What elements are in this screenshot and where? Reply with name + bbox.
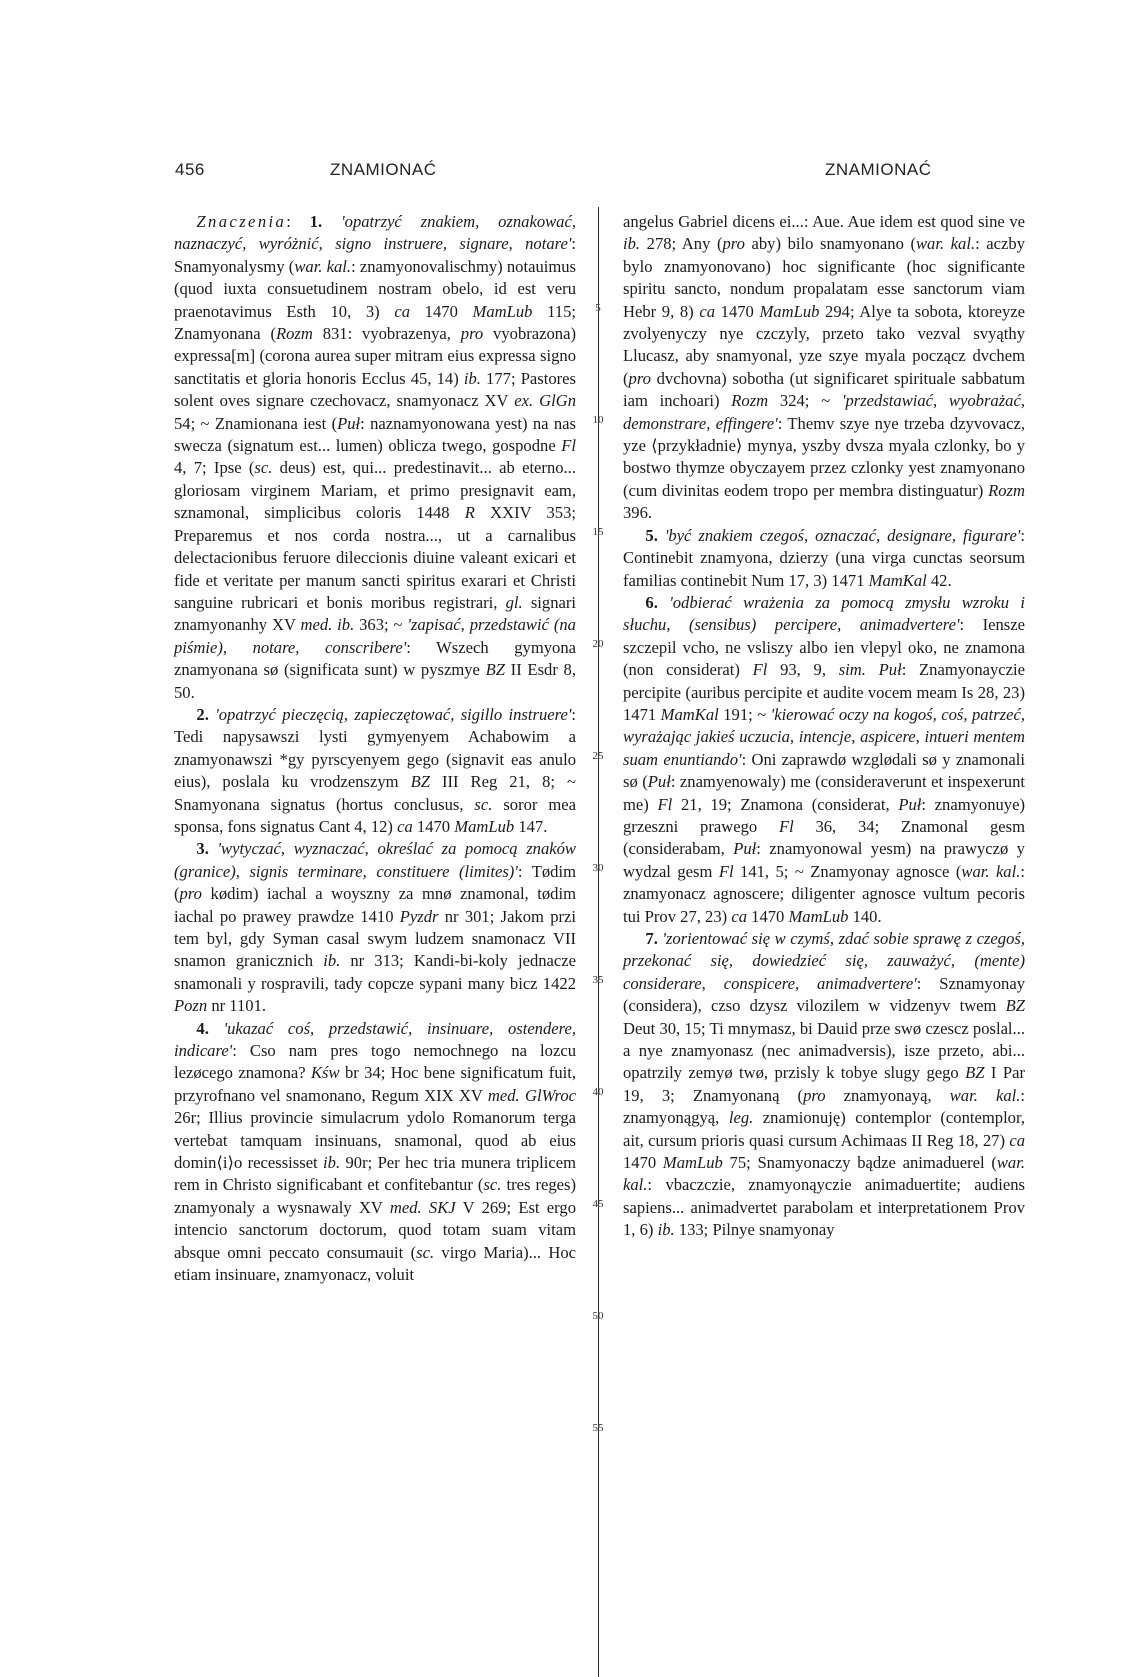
italic-span: Fl [778,816,794,836]
italic-span: 'opatrzyć znakiem, oznakować, naznaczyć, wyróżnić, signo instruere, signare, notare' [174,212,576,254]
italic-span: 'przedstawiać, wyobrażać, demonstrare, effingere' [623,391,1025,433]
italic-span: BZ [485,660,505,680]
line-number: 15 [592,526,604,538]
italic-span: Kśw [310,1063,340,1083]
italic-span: 'opatrzyć pieczęcią, zapieczętować, sigillo instruere' [215,704,572,724]
left-column [174,211,576,1287]
italic-span: 'zorientować się w czymś, zdać sobie sprawę z czegoś, przekonać się, dowiedzieć się, zauważyć, (mente) considerare, conspicere, animadvertere' [623,929,1025,993]
italic-span: sc. [254,458,273,478]
italic-span: ca [1009,1130,1025,1150]
italic-span: 'kierować oczy na kogoś, coś, patrzeć, wyrażając jakieś uczucia, intencje, aspicere, intueri mentem suam enuntiando' [623,704,1025,769]
line-number: 5 [595,302,601,314]
italic-span: ca [731,906,747,926]
italic-span: pro [803,1085,826,1105]
right-column [623,211,1025,1242]
italic-span: war. kal. [623,1153,1025,1195]
page-number: 456 [175,160,205,179]
italic-span: ib. [337,615,355,635]
sense-number: 3. [196,839,209,859]
sense-1: Znaczenia: 1. 'opatrzyć znakiem, oznakować, naznaczyć, wyróżnić, signo instruere, signare, notare': Snamyonalysmy (war. kal.: znamyonovalischmy) notauimus (quod iuxta consuetudinem nostram obelo, id est veru praenotavimus Esth 10, 3) ca 1470 MamLub 115; Znamyonana (Rozm 831: vyobrazenya, pro vyobrazona) expressa[m] (corona aurea super mitram eius expressa signo sanctitatis et gloria honoris Ecclus 45, 14) ib. 177; Pastores solent oves signare czechovacz, snamyonacz XV ex. GlGn 54; ~ Znamionana iest (Puł: naznamyonowana yest) na nas swecza (signatum est... lumen) oblicza twego, gospodne Fl 4, 7; Ipse (sc. deus) est, qui... predestinavit... ab eterno... gloriosam virginem Mariam, et primo presignavit eam, sznamonal, simplicibus coloris 1448 R XXIV 353; Preparemus et nos corda nostra..., ut a carnalibus delectacionibus feruore dileccionis diuine valeant exicari et fide et veritate per manum sancti spiritus exarari et Christi sanguine rubricari et bonis moribus registrari, gl. signari znamyonanhy XV med. ib. 363; ~ 'zapisać, przedstawić (na piśmie), notare, conscribere': Wszech gymyona znamyonana sø (significata sunt) w pyszmye BZ II Esdr 8, 50. [174,212,577,702]
line-number: 50 [592,1310,604,1322]
italic-span: SKJ [428,1197,456,1217]
italic-span: MamLub [472,301,533,321]
italic-span: ca [699,301,716,321]
section-label: Znaczenia [196,212,287,231]
italic-span: ca [394,301,411,321]
italic-span: med. [300,615,333,635]
italic-span: 'wytyczać, wyznaczać, określać za pomocą znaków (granice), signis terminare, constituere (limites)' [174,839,576,881]
italic-span: ex. [514,391,534,411]
sense-4: 4. 'ukazać coś, przedstawić, insinuare, ostendere, indicare': Cso nam pres togo nemochnego na lozcu lezøcego znamona? Kśw br 34; Hoc bene significatum fuit, przyrofnano vel snamonano, Regum XIX XV med. GlWroc 26r; Illius provincie simulacrum ydolo Romanorum terga vertebat tamquam insinuans, snamonal, quod ab eius domin⟨i⟩o recessisset ib. 90r; Per hec tria munera triplicem rem in Christo significabant et confitebantur (sc. tres reges) znamyonaly a wysnawaly XV med. SKJ V 269; Est ergo intencio sanctorum doctorum, quod totam suam vitam absque omni peccato consumauit (sc. virgo Maria)... Hoc etiam insinuare, znamyonacz, voluit [174,1018,576,1285]
italic-span: ca [397,816,413,836]
italic-span: Rozm [731,391,769,411]
italic-span: Puł [733,839,757,859]
sense-5: 5. 'być znakiem czegoś, oznaczać, designare, figurare': Continebit znamyona, dzierzy (una virga cunctas seorsum familias continebit Num 17, 3) 1471 MamKal 42. [623,525,1025,590]
sense-2: 2. 'opatrzyć pieczęcią, zapieczętować, sigillo instruere': Tedi napysawszi lysti gymyenyem Achabowim a znamyonawszi *gy pyrscyenyem gego (signavit eas anulo eius), poslala ku vrodzenszym BZ III Reg 21, 8; ~ Snamyonana signatus (hortus conclusus, sc. soror mea sponsa, fons signatus Cant 4, 12) ca 1470 MamLub 147. [174,704,576,836]
italic-span: Fl [718,861,734,881]
italic-span: R [464,503,475,523]
line-number: 35 [592,974,604,986]
italic-span: MamKal [868,570,927,590]
italic-span: med. [487,1085,520,1105]
italic-span: MamLub [454,816,515,836]
italic-span: GlWroc [524,1085,576,1105]
running-head-right: ZNAMIONAĆ [825,160,932,179]
sense-number: 2. [196,704,209,724]
italic-span: pro [722,234,745,254]
italic-span: ib. [623,234,641,254]
running-head-left: ZNAMIONAĆ [330,160,437,179]
sense-7: 7. 'zorientować się w czymś, zdać sobie sprawę z czegoś, przekonać się, dowiedzieć się, zauważyć, (mente) considerare, conspicere, animadvertere': Sznamyonay (considera), czso dzysz vilozilem w vidzenyv twem BZ Deut 30, 15; Ti mnymasz, bi Dauid prze swø czescz poslal... a nye znamyonasz (nec animadversis), isze przeto, abi... opatrzily zemyø twø, przisly k tobye slugy gego BZ I Par 19, 3; Znamyonaną (pro znamyonayą, war. kal.: znamyonągyą, leg. znamionuję) contemplor (contemplor, ait, cursum prioris quasi cursum Achimaas II Reg 18, 27) ca 1470 MamLub 75; Snamyonaczy bądze animaduerel (war. kal.: vbaczczie, znamyonąyczie animaduertite; audiens sapiens... animadvertet parabolam et interpretationem Prov 1, 6) ib. 133; Pilnye snamyonay [623,929,1026,1240]
italic-span: war. kal. [949,1085,1021,1105]
line-number: 40 [592,1086,604,1098]
italic-span: Fl [752,660,768,680]
italic-span: pro [179,884,202,904]
italic-span: BZ [410,772,430,792]
italic-span: MamLub [759,301,820,321]
line-number: 55 [592,1422,604,1434]
italic-span: 'zapisać, przedstawić (na piśmie), notare, conscribere' [174,615,576,657]
italic-span: GlGn [539,391,576,411]
italic-span: pro [628,368,651,388]
italic-span: Fl [657,794,673,814]
italic-span: war. kal. [961,861,1021,881]
italic-span: Pyzdr [399,906,439,926]
line-number: 45 [592,1198,604,1210]
italic-span: war. kal. [915,234,976,254]
italic-span: ib. [657,1220,675,1240]
italic-span: 'być znakiem czegoś, oznaczać, designare, figurare' [664,525,1021,545]
sense-3: 3. 'wytyczać, wyznaczać, określać za pomocą znaków (granice), signis terminare, constituere (limites)': Tødim (pro kødim) iachal a woyszny za mnø znamonal, tødim iachal po prawey prawdze 1410 Pyzdr nr 301; Jakom przi tem byl, gdy Syman casal swym ludzem snamonacz VII snamon granicznich ib. nr 313; Kandi-bi-koly jednacze snamonali y rospravili, tady copcze sypani many bicz 1422 Pozn nr 1101. [174,839,576,1016]
italic-span: sim. Puł [838,660,902,680]
italic-span: MamLub [788,906,849,926]
italic-span: MamKal [660,704,719,724]
line-number: 20 [592,638,604,650]
sense-6: 6. 'odbierać wrażenia za pomocą zmysłu wzroku i słuchu, (sensibus) percipere, animadvertere': Iensze szczepil vcho, ne vsliszy albo ien vlepyl oko, ne znamona (non considerat) Fl 93, 9, sim. Puł: Znamyonayczie percipite (auribus percipite et audite vocem meam Is 28, 23) 1471 MamKal 191; ~ 'kierować oczy na kogoś, coś, patrzeć, wyrażając jakieś uczucia, intencje, aspicere, intueri mentem suam enuntiando': Oni zaprawdø wzglødali sø y znamonali sø (Puł: znamyenowaly) me (consideraverunt et inspexerunt me) Fl 21, 19; Znamona (considerat, Puł: znamyonuye) grzeszni prawego Fl 36, 34; Znamonal gesm (considerabam, Puł: znamyonowal yesm) na prawyczø y wydzal gesm Fl 141, 5; ~ Znamyonay agnosce (war. kal.: znamyonacz agnoscere; diligenter agnosce vultum pecoris tui Prov 27, 23) ca 1470 MamLub 140. [623,592,1026,926]
italic-span: sc. [483,1175,502,1195]
sense-number: 5. [645,525,658,545]
line-number: 30 [592,862,604,874]
italic-span: gl. [505,592,523,612]
sense-number: 6. [645,592,658,612]
column-divider [598,207,599,1677]
italic-span: ib. [323,951,341,971]
sense-number: 4. [196,1018,209,1038]
italic-span: war. kal. [294,256,352,276]
italic-span: 'ukazać coś, przedstawić, insinuare, ostendere, indicare' [174,1018,576,1061]
italic-span: Puł [898,794,922,814]
italic-span: ib. [323,1153,341,1173]
line-number: 25 [592,750,604,762]
italic-span: BZ [965,1063,985,1083]
italic-span: Rozm [275,324,313,344]
italic-span: Rozm [988,480,1025,500]
italic-span: pro [460,324,484,344]
sense-number: 1. [309,212,323,231]
sense-4-continued: angelus Gabriel dicens ei...: Aue. Aue idem est quod sine ve ib. 278; Any (pro aby) bilo snamyonano (war. kal.: aczby bylo znamyonovano) hoc significante (hoc significante spiritu sancto, nondum propalatam esse sanctorum viam Hebr 9, 8) ca 1470 MamLub 294; Alye ta sobota, ktoreyze zvolyenyczy nye czczyly, przeto tako vezval svyąthy Llucasz, aby snamyonal, yze szye myala począcz dvchem (pro dvchovna) sobotha (ut significaret spirituale sabbatum iam inchoari) Rozm 324; ~ 'przedstawiać, wyobrażać, demonstrare, effingere': Themv szye nye trzeba dzyvovacz, yze ⟨przykładnie⟩ mynya, yszby dvsza myala czlonky, bo y bostwo thymze obyczayem przez czlonky yest znamyonano (cum divinitas eodem tropo per membra distinguatur) Rozm 396. [623,212,1026,523]
line-number: 10 [592,414,604,426]
sense-number: 7. [645,929,658,948]
italic-span: BZ [1005,996,1025,1016]
italic-span: Pozn [174,996,208,1016]
italic-span: Puł [337,413,361,433]
italic-span: Fl [561,436,576,456]
italic-span: sc. [474,794,493,814]
italic-span: MamLub [662,1153,723,1173]
italic-span: Puł [647,772,671,792]
italic-span: 'odbierać wrażenia za pomocą zmysłu wzroku i słuchu, (sensibus) percipere, animadvertere' [623,592,1025,635]
italic-span: leg. [728,1108,754,1128]
italic-span: sc. [416,1242,435,1262]
italic-span: ib. [463,368,481,388]
italic-span: med. [389,1197,422,1217]
